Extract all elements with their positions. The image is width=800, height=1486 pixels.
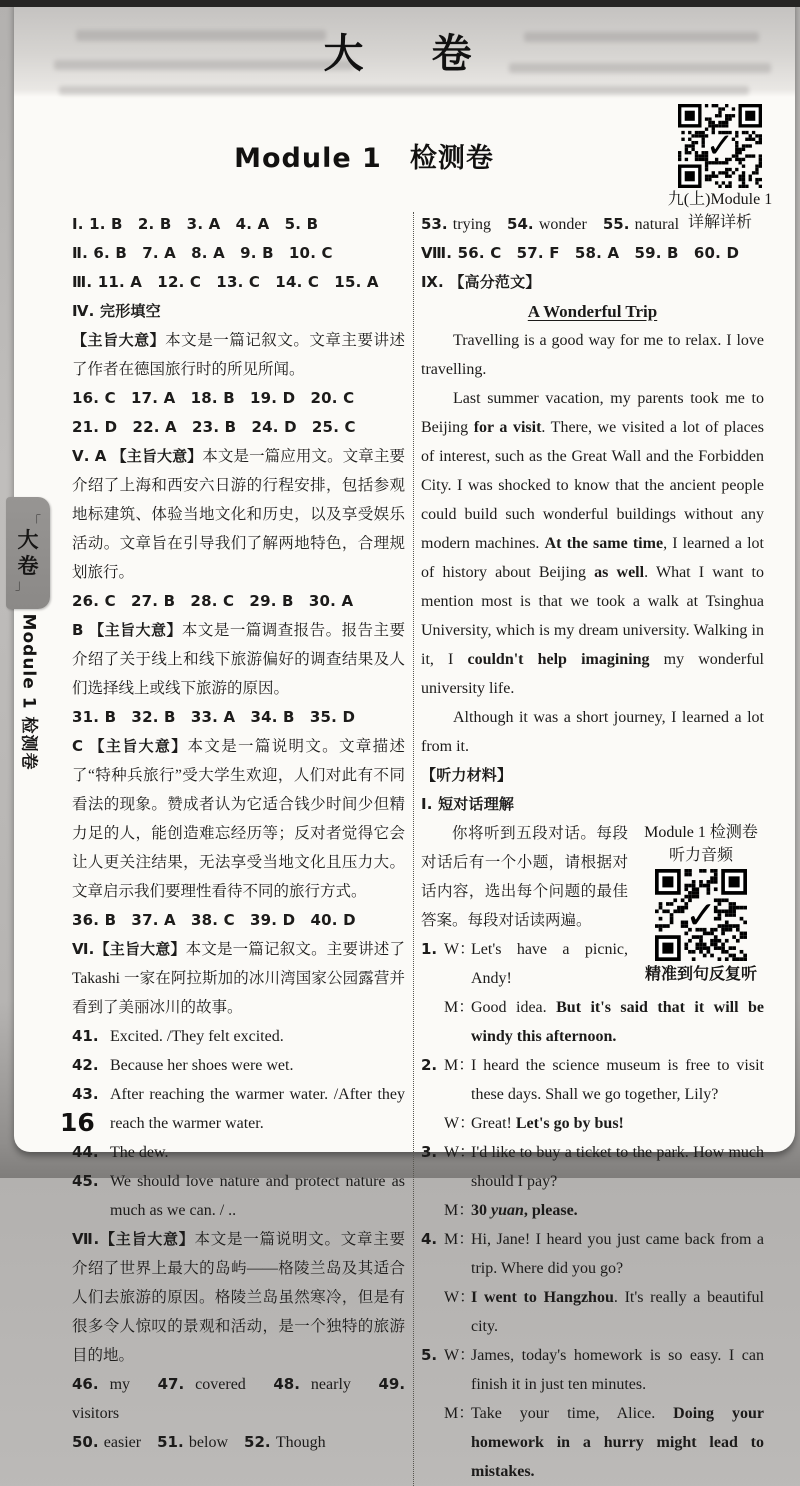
sidebar-tab xyxy=(6,497,50,609)
block-en xyxy=(72,1167,405,1225)
text-segment: Because her shoes were wet. xyxy=(110,1057,294,1074)
text-segment: 50. xyxy=(72,1433,104,1451)
text-segment: as well xyxy=(594,564,645,581)
text-segment: Excited. /They felt excited. xyxy=(110,1028,284,1045)
block-dlg xyxy=(421,1109,764,1138)
text-segment: Ⅰ. 1. B 2. B 3. A 4. A 5. B xyxy=(72,215,319,233)
answer-qr-caption: 详解详析 xyxy=(687,214,752,231)
column-divider xyxy=(413,212,414,1486)
block-row xyxy=(72,1370,405,1428)
item-number: 43. xyxy=(72,1085,99,1103)
block-ans xyxy=(421,761,764,790)
text-segment: 【听力材料】 xyxy=(421,766,513,784)
listening-qr-caption: 听力音频 xyxy=(668,847,733,864)
speaker-label: W： xyxy=(444,1115,476,1132)
text-segment: Ⅴ. A 【主旨大意】 xyxy=(72,447,203,465)
speaker-label: M： xyxy=(444,1405,475,1422)
text-segment: Ⅵ.【主旨大意】 xyxy=(72,940,186,958)
text-segment: At the same time xyxy=(544,535,664,552)
header-band xyxy=(14,0,795,97)
text-segment: visitors xyxy=(72,1405,120,1422)
block-en xyxy=(72,1051,405,1080)
text-segment: 本文是一篇记叙文。文章主要讲述了作者在德国旅行时的所见所闻。 xyxy=(72,332,405,378)
text-segment: Great! xyxy=(471,1115,516,1132)
text-segment: After reaching the warmer water. /After they reach the warmer water. xyxy=(110,1086,405,1132)
text-segment: , I learned a lot of history about Beijing xyxy=(421,535,765,581)
text-segment: 55. xyxy=(602,215,635,233)
sidebar-tab-char: 卷 xyxy=(17,554,39,578)
text-segment: 52. xyxy=(244,1433,276,1451)
right-answer-column xyxy=(421,210,764,1486)
text-segment: 51. xyxy=(157,1433,189,1451)
block-cn xyxy=(72,935,405,1022)
text-segment: 本文是一篇记叙文。主要讲述了 Takashi 一家在阿拉斯加的冰川湾国家公园露营并看到了美丽冰川的故事。 xyxy=(72,941,405,1016)
text-segment: Good idea. xyxy=(471,999,557,1016)
text-segment: 本文是一篇说明文。文章描述了“特种兵旅行”受大学生欢迎，人们对此有不同看法的现象。赞成者认为它适合钱少时间少但精力足的人，能创造难忘经历等；反对者觉得它会让人更关注结果，无法享受当地文化且压力大。文章启示我们要理性看待不同的旅行方式。 xyxy=(72,738,405,900)
block-ans xyxy=(421,268,764,297)
text-segment: 49. xyxy=(378,1375,406,1393)
block-ans xyxy=(72,413,405,442)
speaker-label: M： xyxy=(444,1202,475,1219)
text-segment: Travelling is a good way for me to relax. I love travelling. xyxy=(421,332,764,378)
block-en xyxy=(72,1080,405,1138)
text-segment: James, today's homework is so easy. I can finish it in just ten minutes. xyxy=(471,1347,764,1393)
text-segment: yuan xyxy=(491,1202,524,1219)
block-dlg xyxy=(421,1196,764,1225)
speaker-label: W： xyxy=(444,941,476,958)
block-dlg xyxy=(421,1283,764,1341)
scan-edge-top xyxy=(0,0,800,7)
text-segment: I'd like to buy a ticket to the park. How much should I pay? xyxy=(471,1144,764,1190)
text-segment: wonder xyxy=(538,216,603,233)
block-ans xyxy=(72,239,405,268)
text-segment: Let's have a picnic, Andy! xyxy=(471,941,628,987)
text-segment: for a visit xyxy=(473,419,542,436)
content-columns xyxy=(72,210,764,1486)
text-segment: 31. B 32. B 33. A 34. B 35. D xyxy=(72,708,356,726)
block-ans xyxy=(72,297,405,326)
block-cn xyxy=(72,732,405,906)
block-cn xyxy=(72,326,405,384)
text-segment: A Wonderful Trip xyxy=(527,302,658,321)
block-essay xyxy=(421,384,764,703)
text-segment: Ⅸ. 【高分范文】 xyxy=(421,273,541,291)
text-segment: But it's said that it will be windy this afternoon. xyxy=(471,999,764,1045)
text-segment: 30 xyxy=(471,1202,491,1219)
speaker-label: M： xyxy=(444,1231,475,1248)
block-dlg xyxy=(421,935,764,993)
block-ans xyxy=(421,790,764,819)
text-segment: . There, we visited a lot of places of interest, such as the Great Wall and the Forbidden City. I was shocked to know that the ancient people could build such wonderful buildings without any modern machines. xyxy=(421,419,764,552)
text-segment: The dew. xyxy=(110,1144,169,1161)
text-segment: covered xyxy=(195,1376,274,1393)
item-number: 45. xyxy=(72,1172,99,1190)
text-segment: Although it was a short journey, I learned a lot from it. xyxy=(421,709,764,755)
listening-qr-caption: 精准到句反复听 xyxy=(644,966,757,983)
block-ans xyxy=(72,384,405,413)
text-segment: Ⅶ.【主旨大意】 xyxy=(72,1230,195,1248)
checkmark-icon: ✓ xyxy=(685,893,717,937)
item-number: 44. xyxy=(72,1143,99,1161)
text-segment: 46. xyxy=(72,1375,110,1393)
item-number: 42. xyxy=(72,1056,99,1074)
text-segment: 本文是一篇调查报告。报告主要介绍了关于线上和线下旅游偏好的调查结果及人们选择线上或线下旅游的原因。 xyxy=(72,622,405,697)
block-dlg xyxy=(421,1051,764,1109)
block-cn xyxy=(72,616,405,703)
text-segment: Take your time, Alice. xyxy=(471,1405,674,1422)
text-segment: my xyxy=(109,1376,158,1393)
listening-qr-caption: Module 1 检测卷 xyxy=(644,824,758,841)
speaker-label: W： xyxy=(444,1289,476,1306)
text-segment: 你将听到五段对话。每段对话后有一个小题，请根据对话内容，选出每个问题的最佳答案。每段对话读两遍。 xyxy=(421,825,628,929)
showthrough-artifact xyxy=(59,86,749,95)
block-dlg xyxy=(421,1225,764,1283)
speaker-label: M： xyxy=(444,1057,475,1074)
text-segment: . It's really a beautiful city. xyxy=(471,1289,764,1335)
text-segment: I heard the science museum is free to visit these days. Shall we go together, Lily? xyxy=(471,1057,764,1103)
block-ans xyxy=(72,906,405,935)
block-en xyxy=(72,1138,405,1167)
book-title: 大 卷 xyxy=(323,31,486,77)
page xyxy=(14,0,795,1480)
text-segment: Ⅱ. 6. B 7. A 8. A 9. B 10. C xyxy=(72,244,333,262)
text-segment: 21. D 22. A 23. B 24. D 25. C xyxy=(72,418,356,436)
text-segment: 53. xyxy=(421,215,453,233)
text-segment: Hi, Jane! I heard you just came back from a trip. Where did you go? xyxy=(471,1231,764,1277)
block-ans xyxy=(72,703,405,732)
text-segment: I went to Hangzhou xyxy=(471,1289,614,1306)
block-title xyxy=(421,297,764,326)
text-segment: 本文是一篇应用文。文章主要介绍了上海和西安六日游的行程安排，包括参观地标建筑、体验当地文化和历史，以及享受娱乐活动。文章旨在引导我们了解两地特色，合理规划旅行。 xyxy=(72,448,405,581)
text-segment: 47. xyxy=(157,1375,196,1393)
block-dlg xyxy=(421,993,764,1051)
page-number: 16 xyxy=(60,1108,95,1137)
bracket-glyph: 」 xyxy=(15,577,29,592)
text-segment: , please. xyxy=(523,1202,578,1219)
block-dlg xyxy=(421,1341,764,1399)
text-segment: Though xyxy=(275,1434,326,1451)
text-segment: 本文是一篇说明文。文章主要介绍了世界上最大的岛屿——格陵兰岛及其适合人们去旅游的原因。格陵兰岛虽然寒冷，但是有很多令人惊叹的景观和活动，是一个独特的旅游目的地。 xyxy=(72,1231,405,1364)
block-cn xyxy=(72,1225,405,1370)
block-essay xyxy=(421,703,764,761)
text-segment: Doing your homework in a hurry might lead to mistakes. xyxy=(471,1405,764,1480)
text-segment: 36. B 37. A 38. C 39. D 40. D xyxy=(72,911,356,929)
item-number: 3. xyxy=(421,1143,438,1161)
sidebar-module-label: Module 1 检测卷 xyxy=(18,613,39,771)
text-segment: my wonderful university life. xyxy=(421,651,764,697)
block-dlg xyxy=(421,1138,764,1196)
item-number: 4. xyxy=(421,1230,438,1248)
block-essay xyxy=(421,326,764,384)
text-segment: below xyxy=(188,1434,245,1451)
text-segment: couldn't help imagining xyxy=(467,651,650,668)
text-segment: 【主旨大意】 xyxy=(72,331,166,349)
text-segment: B 【主旨大意】 xyxy=(72,621,182,639)
block-dlg xyxy=(421,1399,764,1486)
text-segment: . What I want to mention most is that we took a walk at Tsinghua University, which is my dream university. Walking in it, I xyxy=(421,564,764,668)
answer-qr-caption: 九(上)Module 1 xyxy=(667,191,773,208)
text-segment: 54. xyxy=(507,215,539,233)
item-number: 5. xyxy=(421,1346,438,1364)
block-row xyxy=(72,1428,405,1457)
block-ans xyxy=(72,587,405,616)
bracket-glyph: 「 xyxy=(27,514,41,529)
checkmark-icon: ✓ xyxy=(705,126,735,166)
text-segment: 48. xyxy=(273,1375,311,1393)
text-segment: C 【主旨大意】 xyxy=(72,737,188,755)
left-answer-column xyxy=(72,210,405,1486)
item-number: 2. xyxy=(421,1056,438,1074)
text-segment: Ⅲ. 11. A 12. C 13. C 14. C 15. A xyxy=(72,273,379,291)
speaker-label: W： xyxy=(444,1144,476,1161)
item-number: 41. xyxy=(72,1027,99,1045)
block-ans xyxy=(72,268,405,297)
block-ans xyxy=(421,239,764,268)
text-segment: 16. C 17. A 18. B 19. D 20. C xyxy=(72,389,355,407)
text-segment: natural xyxy=(634,216,680,233)
text-segment: Let's go by bus! xyxy=(515,1115,624,1132)
text-segment: easier xyxy=(103,1434,158,1451)
item-number: 1. xyxy=(421,940,438,958)
page-title: Module 1 检测卷 xyxy=(234,143,494,174)
text-segment: 26. C 27. B 28. C 29. B 30. A xyxy=(72,592,354,610)
block-ans xyxy=(72,210,405,239)
qr-code-icon xyxy=(678,104,762,188)
text-segment: trying xyxy=(452,216,508,233)
speaker-label: W： xyxy=(444,1347,476,1364)
text-segment: nearly xyxy=(310,1376,379,1393)
block-en xyxy=(72,1022,405,1051)
text-segment: Ⅷ. 56. C 57. F 58. A 59. B 60. D xyxy=(421,244,740,262)
block-cn xyxy=(72,442,405,587)
text-segment: Last summer vacation, my parents took me to Beijing xyxy=(421,390,764,436)
text-segment: We should love nature and protect nature as much as we can. / .. xyxy=(110,1173,405,1219)
text-segment: Ⅳ. 完形填空 xyxy=(72,302,161,320)
speaker-label: M： xyxy=(444,999,475,1016)
text-segment: Ⅰ. 短对话理解 xyxy=(421,795,515,813)
sidebar-tab-char: 大 xyxy=(17,528,39,552)
block-row xyxy=(421,210,764,239)
